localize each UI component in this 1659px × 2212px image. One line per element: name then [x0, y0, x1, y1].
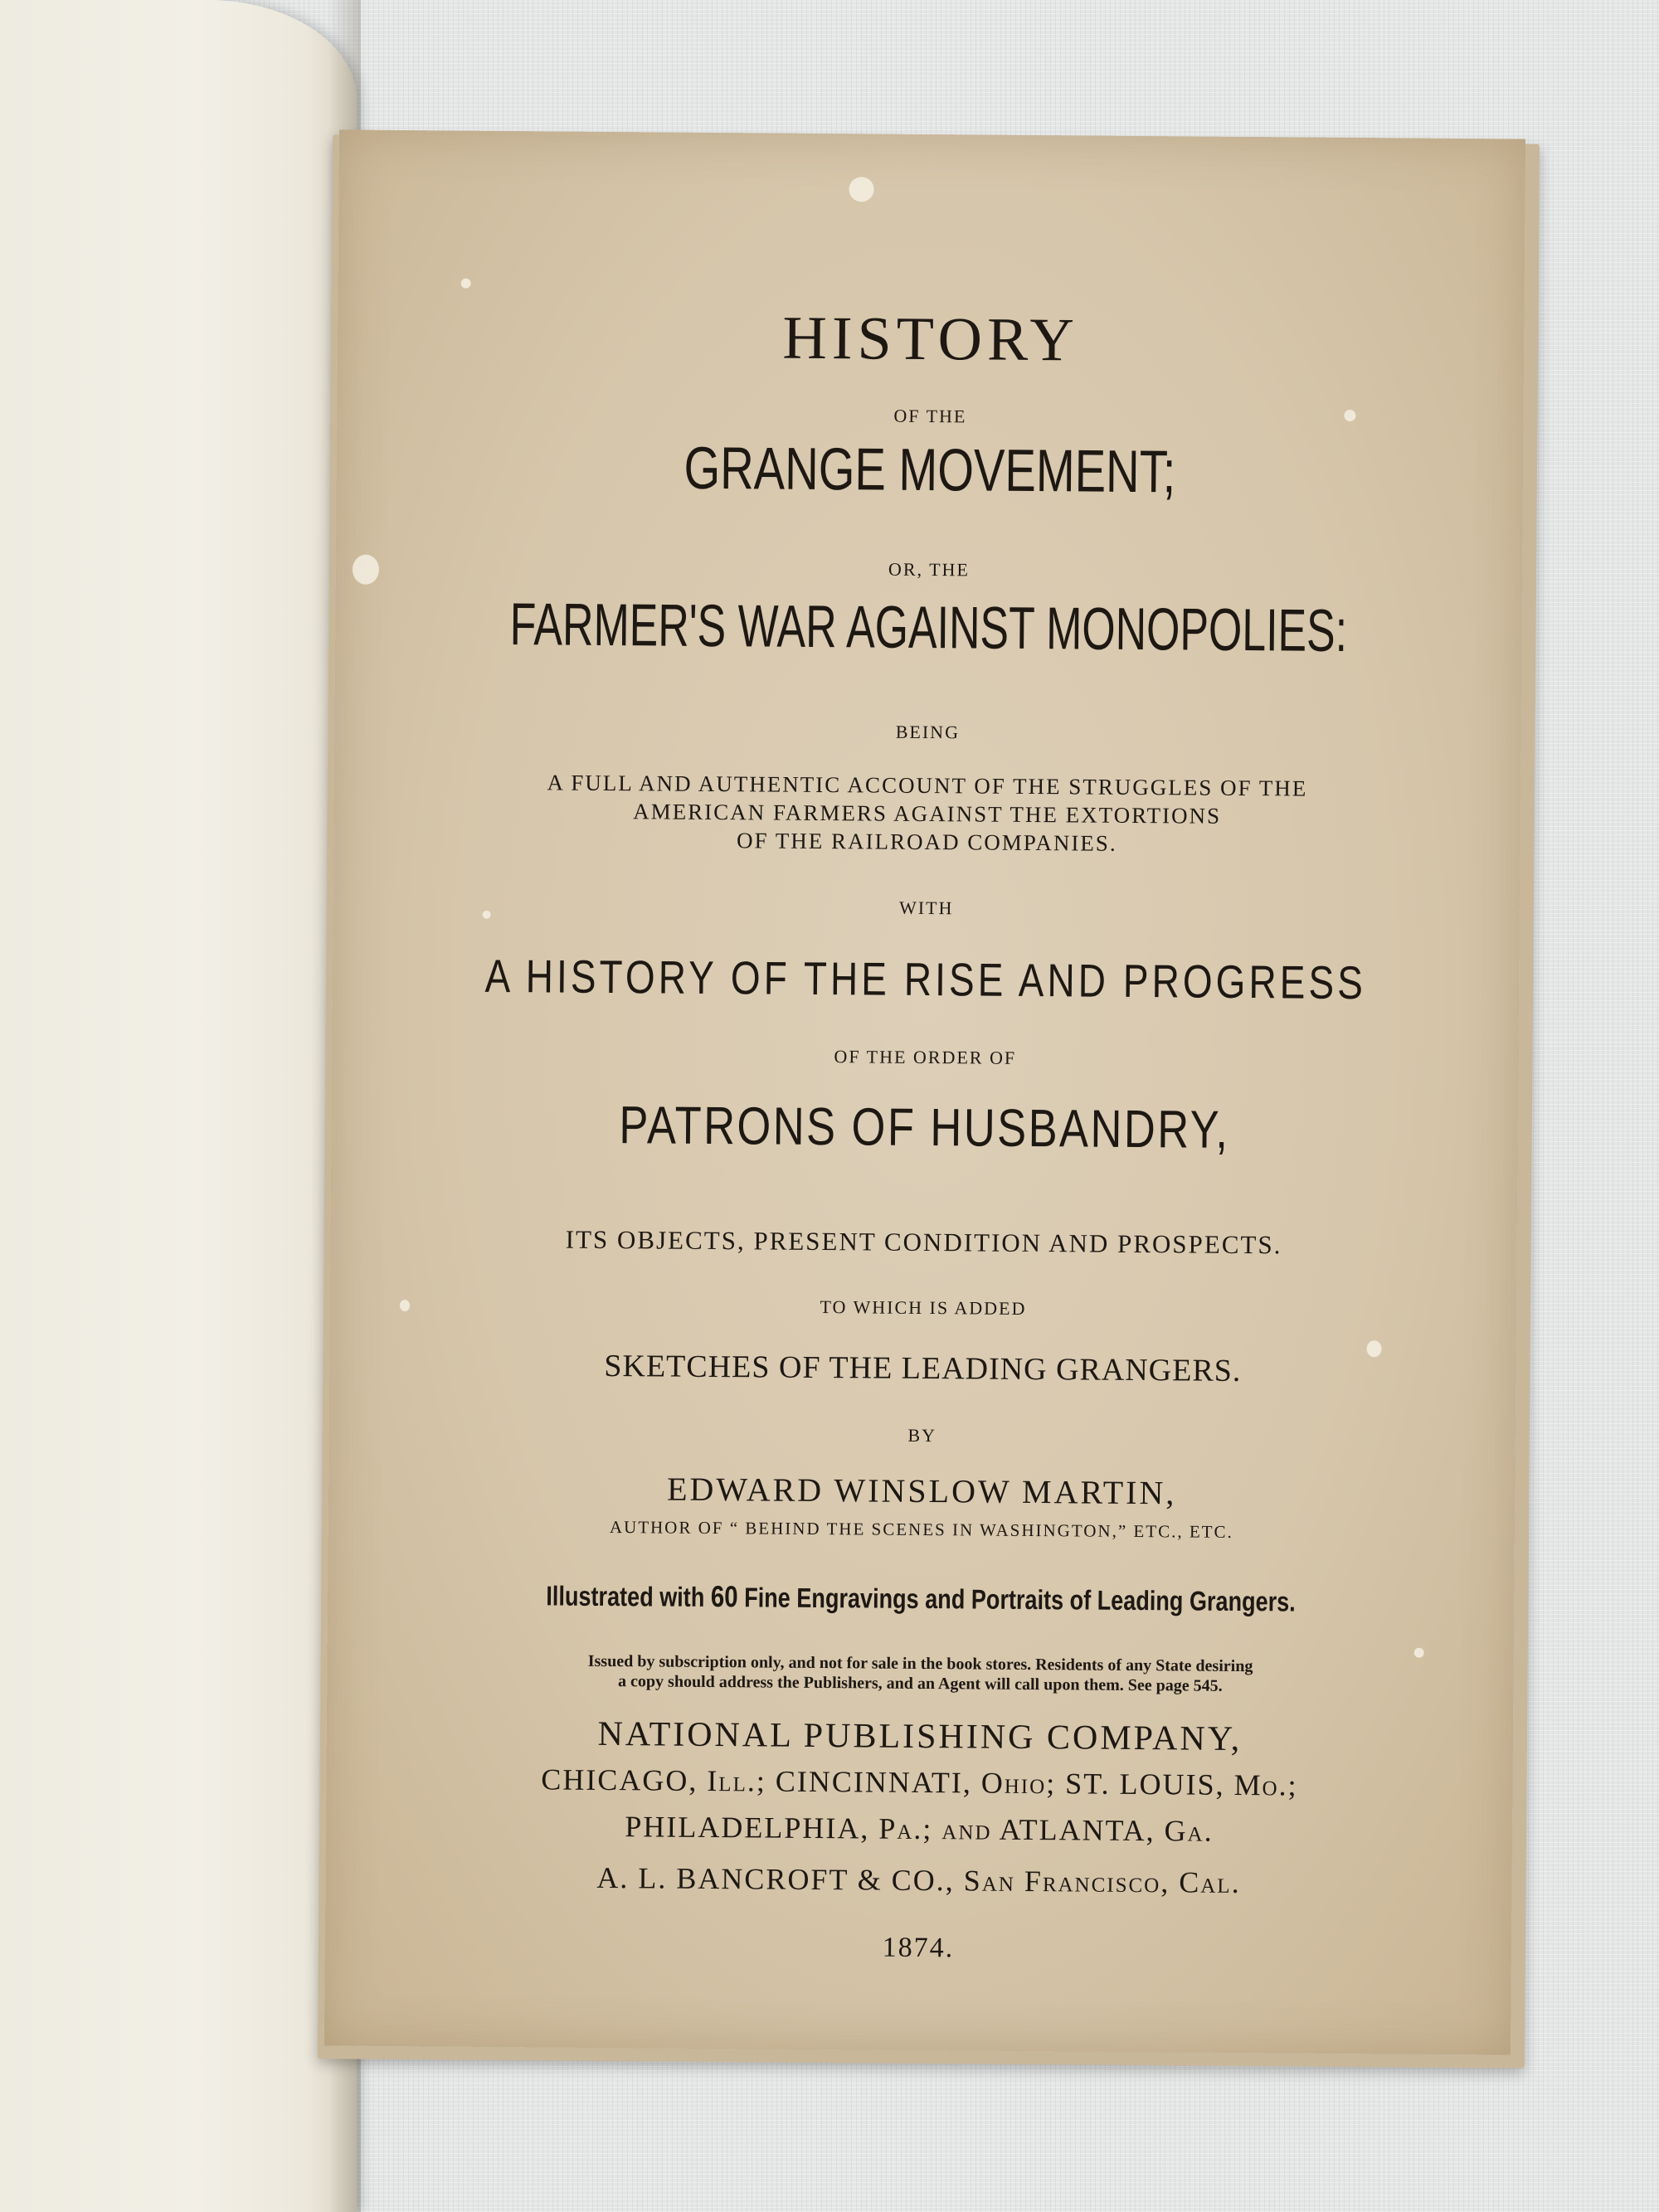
objects-line: ITS OBJECTS, PRESENT CONDITION AND PROSPECTS. — [565, 1224, 1282, 1260]
paper-spot — [1414, 1648, 1424, 1658]
author-of-line: AUTHOR OF “ BEHIND THE SCENES IN WASHINGTON,” ETC., ETC. — [609, 1517, 1233, 1542]
grange-movement-heading — [337, 430, 1524, 508]
cities-line-3: A. L. BANCROFT & CO., San Francisco, Cal. — [596, 1860, 1241, 1900]
title-page — [324, 129, 1525, 2054]
illustrated-line — [328, 1576, 1514, 1620]
account-line-3: OF THE RAILROAD COMPANIES. — [736, 828, 1117, 856]
account-line-1: A FULL AND AUTHENTIC ACCOUNT OF THE STRUGGLES OF THE — [547, 770, 1308, 801]
left-blank-page — [0, 0, 357, 2212]
being-line: BEING — [895, 721, 961, 743]
farmers-war-text: FARMER'S WAR AGAINST MONOPOLIES: — [509, 591, 1348, 664]
publisher-name: NATIONAL PUBLISHING COMPANY, — [597, 1714, 1243, 1759]
cities-line-2: PHILADELPHIA, Pa.; and ATLANTA, Ga. — [625, 1810, 1214, 1848]
publication-year: 1874. — [882, 1932, 955, 1964]
to-which-added-line: TO WHICH IS ADDED — [820, 1296, 1027, 1319]
order-of-line: OF THE ORDER OF — [834, 1046, 1017, 1068]
rise-progress-heading — [333, 947, 1519, 1011]
illustrated-post: Fine Engravings and Portraits of Leading Grangers. — [737, 1582, 1297, 1617]
rise-progress-text: A HISTORY OF THE RISE AND PROGRESS — [484, 949, 1367, 1009]
patrons-heading — [331, 1091, 1518, 1163]
illustrated-text — [546, 1578, 1296, 1618]
paper-spot — [461, 279, 471, 289]
with-line: WITH — [898, 897, 954, 919]
account-line-2: AMERICAN FARMERS AGAINST THE EXTORTIONS — [633, 799, 1222, 829]
by-line: BY — [907, 1424, 937, 1446]
patrons-text: PATRONS OF HUSBANDRY, — [619, 1095, 1230, 1159]
or-the-line: OR, THE — [888, 558, 971, 581]
paper-spot — [849, 177, 873, 202]
farmers-war-heading — [335, 587, 1522, 666]
sketches-line: SKETCHES OF THE LEADING GRANGERS. — [604, 1348, 1242, 1389]
issued-line-1: Issued by subscription only, and not for sale in the book stores. Residents of any State desiring — [587, 1651, 1253, 1676]
of-the-line: OF THE — [893, 405, 967, 427]
issued-line-2: a copy should address the Publishers, and an Agent will call upon them. See page 545. — [617, 1672, 1223, 1695]
book-title-history: HISTORY — [782, 304, 1080, 375]
grange-movement-text: GRANGE MOVEMENT; — [684, 435, 1176, 506]
cities-line-1: CHICAGO, Ill.; CINCINNATI, Ohio; ST. LOUIS, Mo.; — [541, 1762, 1298, 1802]
author-name: EDWARD WINSLOW MARTIN, — [666, 1470, 1177, 1512]
illustrated-pre: Illustrated with — [546, 1580, 712, 1612]
engravings-count: 60 — [710, 1578, 738, 1614]
